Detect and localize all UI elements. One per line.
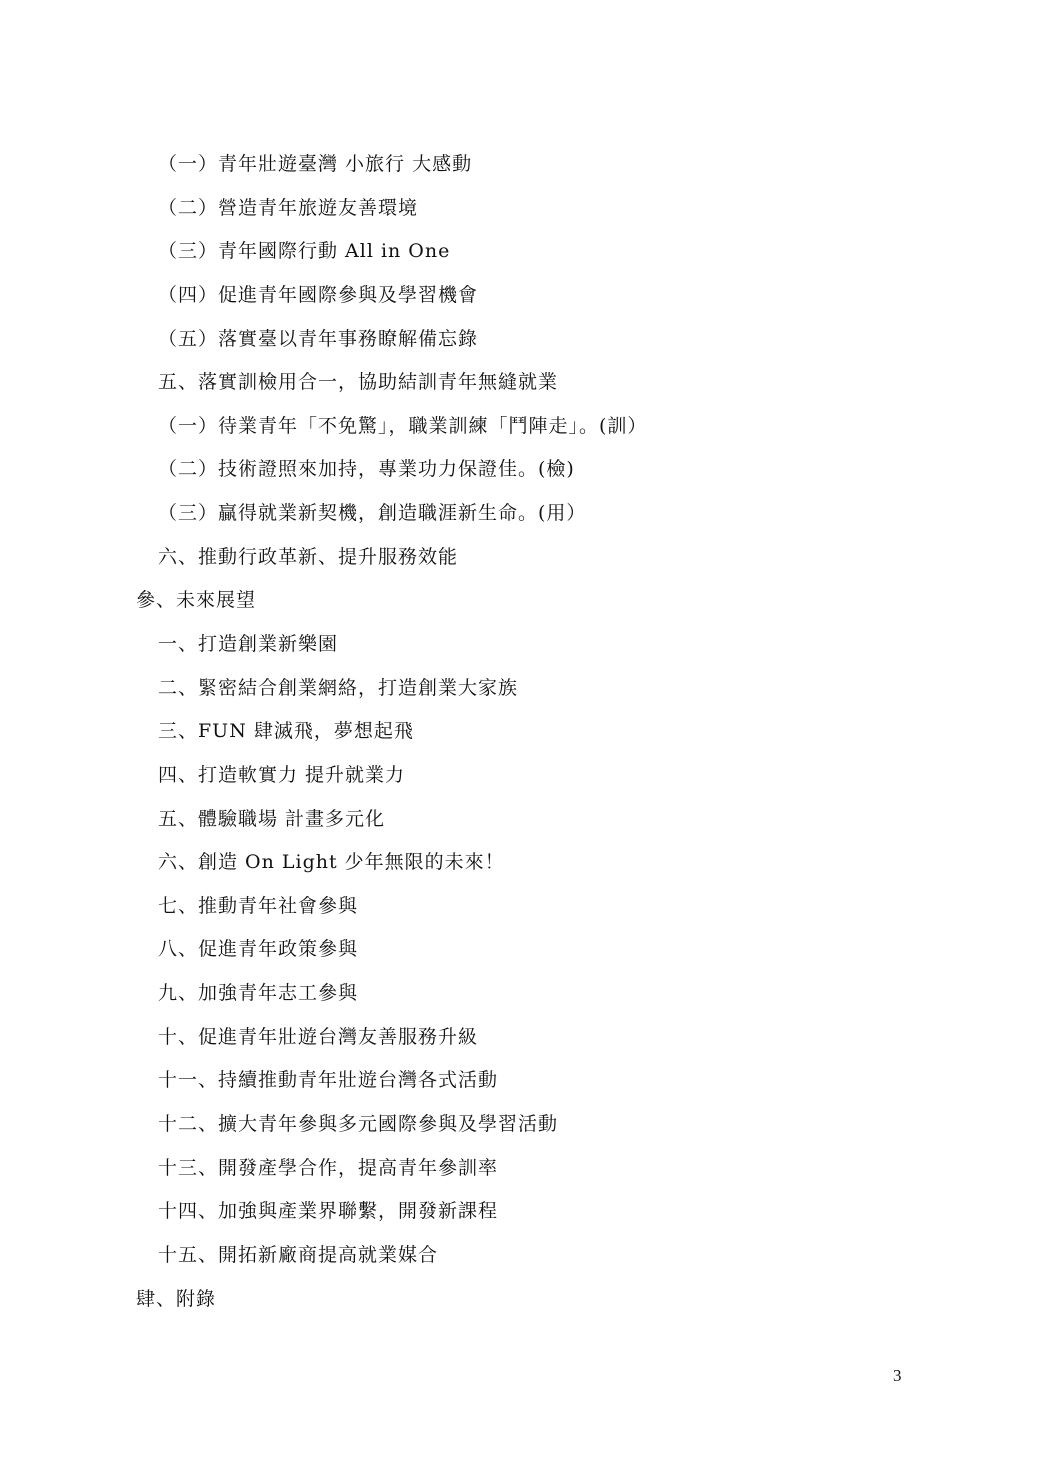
list-item: 十三、開發產學合作，提高青年參訓率 <box>158 1157 499 1179</box>
list-item: 十一、持續推動青年壯遊台灣各式活動 <box>158 1069 499 1091</box>
list-item: 十四、加強與產業界聯繫，開發新課程 <box>158 1200 499 1222</box>
list-item: （三）贏得就業新契機，創造職涯新生命。(用） <box>158 502 587 524</box>
list-item: 二、緊密結合創業網絡，打造創業大家族 <box>158 677 519 699</box>
list-item: 十、促進青年壯遊台灣友善服務升級 <box>158 1026 479 1048</box>
chapter-heading: 肆、附錄 <box>136 1288 217 1310</box>
list-item: 八、促進青年政策參與 <box>158 938 359 960</box>
section-heading: 六、推動行政革新、提升服務效能 <box>158 546 459 568</box>
list-item: 十二、擴大青年參與多元國際參與及學習活動 <box>158 1113 559 1135</box>
list-item: 一、打造創業新樂園 <box>158 633 339 655</box>
list-item: （一）待業青年「不免驚」，職業訓練「鬥陣走」。(訓） <box>158 415 648 437</box>
list-item: （五）落實臺以青年事務瞭解備忘錄 <box>158 328 479 350</box>
list-item: 三、FUN 肆滅飛，夢想起飛 <box>158 720 414 742</box>
list-item: （四）促進青年國際參與及學習機會 <box>158 284 479 306</box>
chapter-heading: 參、未來展望 <box>136 589 257 611</box>
list-item: 四、打造軟實力 提升就業力 <box>158 764 406 786</box>
list-item: 七、推動青年社會參與 <box>158 895 359 917</box>
list-item: 六、創造 On Light 少年無限的未來！ <box>158 851 505 873</box>
page-number: 3 <box>893 1366 902 1385</box>
list-item: （一）青年壯遊臺灣 小旅行 大感動 <box>158 153 473 175</box>
list-item: （三）青年國際行動 All in One <box>158 240 451 262</box>
list-item: 十五、開拓新廠商提高就業媒合 <box>158 1244 439 1266</box>
list-item: 九、加強青年志工參與 <box>158 982 359 1004</box>
list-item: （二）技術證照來加持，專業功力保證佳。(檢) <box>158 458 575 480</box>
section-heading: 五、落實訓檢用合一，協助結訓青年無縫就業 <box>158 371 559 393</box>
list-item: 五、體驗職場 計畫多元化 <box>158 808 386 830</box>
list-item: （二）營造青年旅遊友善環境 <box>158 197 419 219</box>
